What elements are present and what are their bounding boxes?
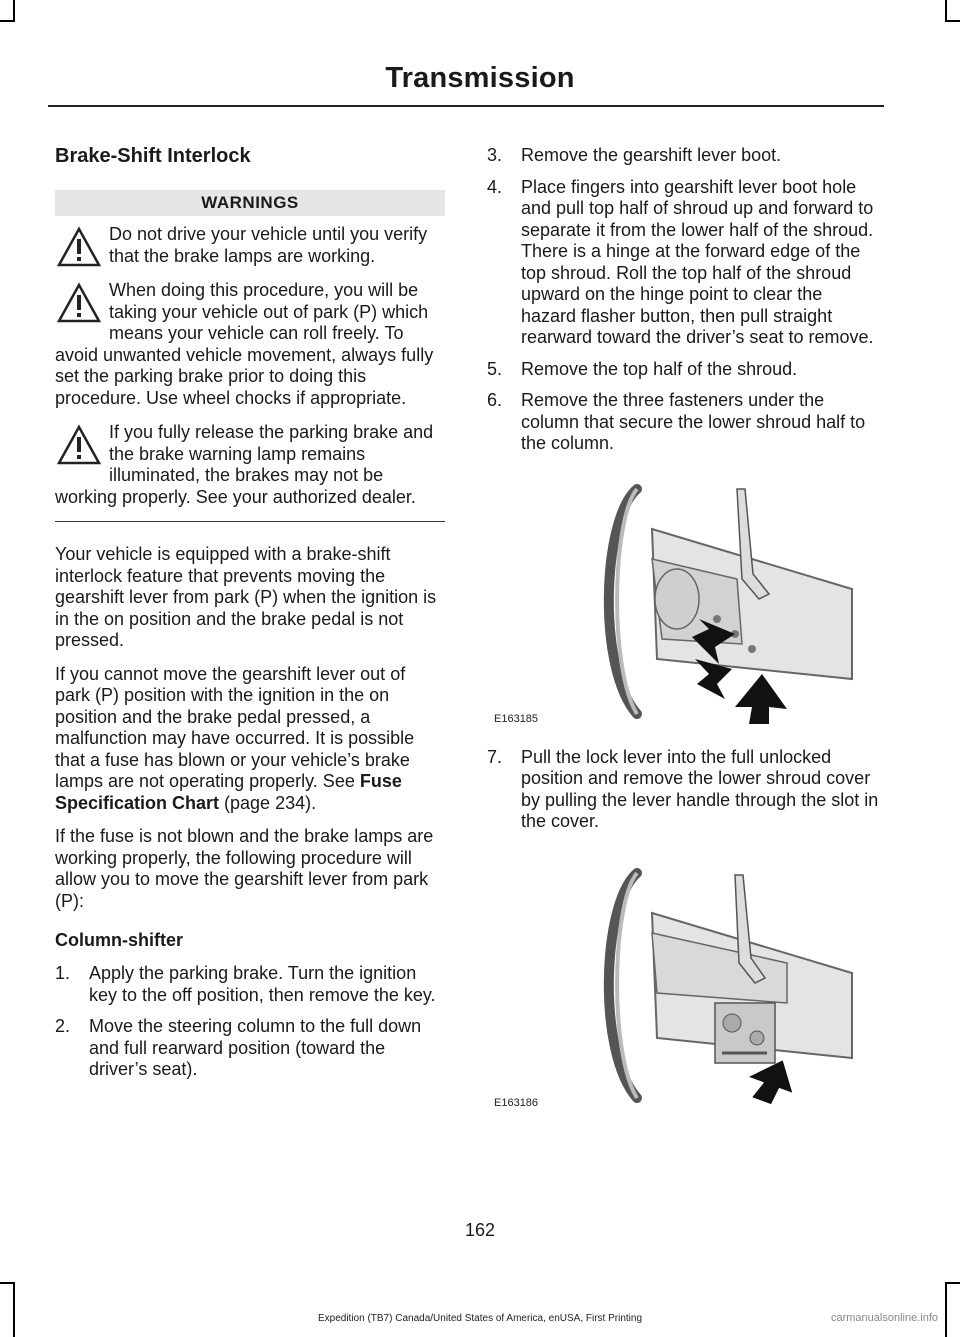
list-item [55,963,445,1006]
subheading: Column-shifter [55,930,183,950]
fuse-chart-reference-link[interactable]: Fuse Specification Chart [55,771,402,813]
list-item [487,359,880,381]
page-header-title: Transmission [385,62,575,94]
step-text: Remove the top half of the shroud. [521,358,798,379]
warning-item [55,422,445,508]
body-paragraph: Your vehicle is equipped with a brake-shift interlock feature that prevents moving the gearshift lever from park (P) when the ignition is in the on position and the brake pedal is not pressed. [55,544,437,650]
warning-text: If you fully release the parking brake and the brake warning lamp remains illuminated, the brakes may not be working properly. See your authorized dealer. [55,422,434,507]
section-title: Brake-Shift Interlock [55,145,251,167]
crop-mark [945,0,947,22]
crop-mark [945,1282,947,1337]
crop-mark [945,1282,960,1284]
warning-text: Do not drive your vehicle until you verify that the brake lamps are working. [109,224,428,266]
watermark: carmanualsonline.info [830,1312,938,1324]
body-paragraph [55,664,445,815]
crop-mark [13,0,15,22]
steps-list [55,963,445,1081]
list-item [487,390,880,455]
step-number: 4. [487,176,503,197]
arrow-icon [735,674,787,724]
left-column [55,145,445,1091]
figure-lock-lever [487,853,880,1115]
step-text: Apply the parking brake. Turn the ignition key to the off position, then remove the key. [89,963,436,1005]
step-number: 5. [487,358,503,379]
list-item [55,1016,445,1081]
warning-triangle-icon [57,226,101,268]
body-text: If you cannot move the gearshift lever out of park (P) position with the ignition in the on position and the brake pedal pressed, a malfunction may have occurred. It is possible that a fuse has blown or your vehicle’s brake lamps are not operating properly. See [55,663,415,791]
warnings-divider [55,521,445,522]
list-item [487,177,880,349]
list-item [487,747,880,833]
crop-mark [945,20,960,22]
step-number: 3. [487,145,503,165]
figure-id: E163185 [494,712,539,725]
warning-text: When doing this procedure, you will be taking your vehicle out of park (P) which means your vehicle can roll freely. To avoid unwanted vehicle movement, always fully set the parking brake prior to doing this procedure. Use wheel chocks if appropriate. [55,280,434,408]
step-text: Remove the gearshift lever boot. [521,145,782,165]
page-number: 162 [464,1220,496,1240]
step-text: Move the steering column to the full down and full rearward position (toward the driver’s seat). [89,1016,422,1079]
steering-column-illustration [487,469,880,731]
steps-list [487,145,880,455]
page-footer: Expedition (TB7) Canada/United States of America, enUSA, First Printing [317,1313,643,1324]
page-reference: (page 234). [219,792,317,813]
figure-id: E163186 [494,1096,539,1109]
right-column [487,145,880,1131]
warning-item [55,224,445,267]
list-item [487,145,880,167]
warnings-header: WARNINGS [55,190,445,216]
header-rule [48,105,884,107]
step-number: 2. [55,1016,71,1036]
warning-triangle-icon [57,424,101,466]
crop-mark [0,20,15,22]
warning-triangle-icon [57,282,101,324]
step-number: 6. [487,390,503,410]
body-paragraph: If the fuse is not blown and the brake lamps are working properly, the following procedure will allow you to move the gearshift lever from park (P): [55,826,434,911]
step-number: 1. [55,963,71,983]
crop-mark [0,1282,15,1284]
steps-list [487,747,880,833]
lock-lever-illustration [487,853,880,1115]
step-text: Remove the three fasteners under the column that secure the lower shroud half to the column. [521,390,866,453]
step-text: Place fingers into gearshift lever boot hole and pull top half of shroud up and forward to separate it from the lower half of the shroud. There is a hinge at the forward edge of the top shroud. Roll the top half of the shroud upward on the hinge point to clear the hazard flasher button, then pull straight rearward toward the driver’s seat to remove. [521,176,874,347]
step-number: 7. [487,746,503,767]
step-text: Pull the lock lever into the full unlocked position and remove the lower shroud cover by pulling the lever handle through the slot in the cover. [521,746,879,831]
crop-mark [13,1282,15,1337]
warning-item [55,280,445,409]
figure-steering-column-fasteners [487,469,880,731]
